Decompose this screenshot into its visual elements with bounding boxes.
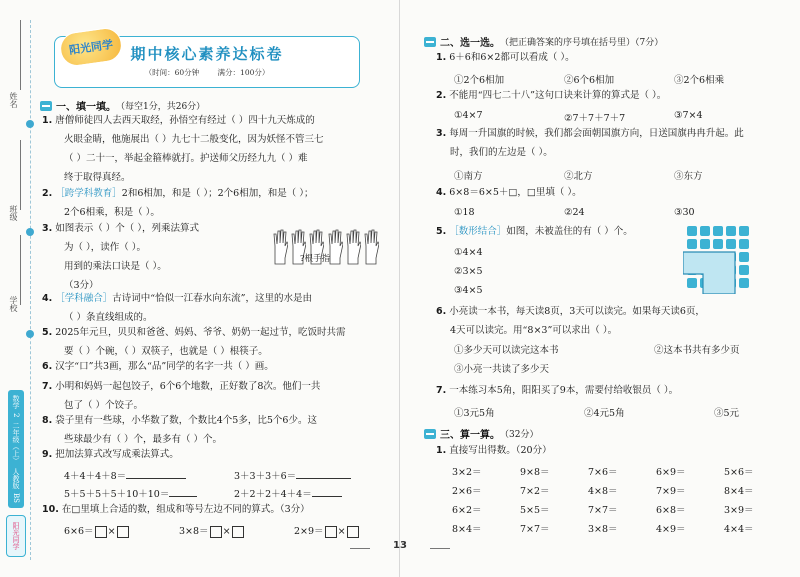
grid-square [687,278,697,288]
option[interactable]: ①18 [454,207,475,218]
calc-item[interactable]: 9×8＝ [520,467,550,478]
grid-square [687,226,697,236]
side-logo: 阳光同学 [6,515,26,557]
answer-box[interactable] [210,526,222,538]
option[interactable]: ②7＋7＋7＋7 [564,113,626,124]
calc-row [452,482,792,501]
name-label: 姓名 [9,92,18,108]
page-number-rule [430,548,450,549]
calc-item[interactable]: 8×4＝ [452,524,482,535]
calc-item[interactable]: 4×8＝ [588,486,618,497]
question-6: 6. 汉字“口”共3画，那么“品”同学的名字一共（ ）画。 [42,361,274,372]
name-rule [20,20,21,90]
calc-question: 1. 直接写出得数。（20分） [436,445,552,456]
section-3-header: 三、算一算。 （32分） [424,426,538,441]
school-rule [20,235,21,305]
grid-square [739,226,749,236]
subject-tag: 数学 2 二年级（上） 人教版 BS [8,390,24,508]
answer-box[interactable] [95,526,107,538]
c5-options [454,243,483,300]
exam-meta [55,67,359,78]
grid-square [700,239,710,249]
grid-square [739,239,749,249]
c2-options [454,110,703,124]
grid-square [726,226,736,236]
section-2-header: 二、选一选。 （把正确答案的序号填在括号里）（7分） [424,34,663,49]
choice-1: 1. 6＋6和6×2都可以看成（ ）。 [436,52,575,63]
q10-row [64,523,360,538]
choice-3: 3. 每周一升国旗的时候，我们都会面朝国旗方向，日送国旗冉冉升起。此 时，我们的左边是（ ）。 [436,128,744,158]
calc-item[interactable]: 3×8＝ [588,524,618,535]
binding-dot [26,330,34,338]
hand-icon [364,228,379,266]
exam-time: （时间：60分钟 [144,68,200,77]
calc-row [452,501,792,520]
exam-title: 期中核心素养达标卷 [130,45,284,63]
section-icon [424,37,436,47]
section-1-header: 一、填一填。 （每空1分，共26分） [40,98,205,113]
answer-box[interactable] [232,526,244,538]
option[interactable]: ②3×5 [454,266,483,277]
choice-4: 4. 6×8＝6×5＋□，□里填（ ）。 [436,187,582,198]
choice-6: 6. 小亮读一本书，每天读8页，3天可以读完。如果每天读6页， 4天可以读完。用“8×3”可以求出（ ）。 [436,306,705,336]
option[interactable]: ②24 [564,207,585,218]
binding-strip [0,0,40,577]
option[interactable]: ①2个6相加 [454,75,505,86]
calc-item[interactable]: 7×6＝ [588,467,618,478]
option[interactable]: ①4×7 [454,110,483,121]
option[interactable]: ③4×5 [454,285,483,296]
class-rule [20,140,21,210]
option[interactable]: ②这本书共有多少页 [654,345,740,356]
q10-item: 2×9＝ × [294,523,360,538]
calc-item[interactable]: 2×6＝ [452,486,482,497]
calc-item[interactable]: 3×9＝ [724,505,754,516]
grid-square [713,226,723,236]
page-number-rule [350,548,370,549]
q9-row-2 [64,486,342,500]
grid-square [739,278,749,288]
question-7: 7. 小明和妈妈一起包饺子，6个6个地数，正好数了8次。他们一共 包了（ ）个饺子。 [42,381,321,411]
calc-item[interactable]: 5×5＝ [520,505,550,516]
option[interactable]: ①3元5角 [454,408,495,419]
calc-row [452,520,792,539]
grid-square [713,239,723,249]
calc-item[interactable]: 7×2＝ [520,486,550,497]
option[interactable]: ②6个6相加 [564,75,615,86]
choice-5: 5. ［数形结合］如图，未被盖住的有（ ）个。 [436,226,633,237]
q9-item: 2＋2＋2＋4＋4＝ [234,486,342,500]
hands-caption: ?根手指 [300,254,331,264]
grid-square [687,239,697,249]
section-icon [40,101,52,111]
option[interactable]: ③7×4 [674,110,703,121]
hand-icon [346,228,361,266]
school-label: 学校 [9,296,18,312]
calc-item[interactable]: 4×9＝ [656,524,686,535]
calc-item[interactable]: 6×8＝ [656,505,686,516]
question-9: 9. 把加法算式改写成乘法算式。 [42,449,179,460]
option[interactable]: ③2个6相乘 [674,75,725,86]
binding-dot [26,120,34,128]
c4-options [454,207,695,218]
calc-row [452,463,792,482]
calc-item[interactable]: 6×9＝ [656,467,686,478]
question-5: 5. 2025年元旦，贝贝和爸爸、妈妈、爷爷、奶奶一起过节，吃饭时共需 要（ ）个碗，（ ）双筷子，也就是（ ）根筷子。 [42,327,346,357]
c1-options [454,72,724,86]
grid-square [726,239,736,249]
question-1: 1. 唐僧师徒四人去西天取经，孙悟空有经过（ ）四十九天炼成的 火眼金睛，他施展出（ ）九七十二般变化，因为妖怪不管三七 （ ）二十一，举起金箍棒就打。护送师父历经九九（ ）难 终于取得真经。 [42,115,324,183]
calc-item[interactable]: 5×6＝ [724,467,754,478]
section-icon [424,429,436,439]
q9-row-1 [64,468,351,482]
calc-item[interactable]: 7×9＝ [656,486,686,497]
option[interactable]: ③小亮一共读了多少天 [454,364,550,375]
question-10: 10. 在□里填上合适的数，组成和等号左边不同的算式。（3分） [42,504,310,515]
answer-box[interactable] [325,526,337,538]
answer-box[interactable] [117,526,129,538]
option[interactable]: ③30 [674,207,695,218]
choice-2: 2. 不能用“四七二十八”这句口诀来计算的算式是（ ）。 [436,90,667,101]
c6-options [454,341,740,379]
option[interactable]: ②北方 [564,171,593,182]
page-number: 13 [393,540,407,551]
option[interactable]: ①多少天可以读完这本书 [454,345,559,356]
grid-square [739,265,749,275]
question-4: 4. ［学科融合］古诗词中“恰似一江春水向东流”，这里的水是由 （ ）条直线组成的。 [42,293,312,323]
calc-item[interactable]: 8×4＝ [724,486,754,497]
calc-item[interactable]: 7×7＝ [588,505,618,516]
q10-item: 3×8＝ × [179,523,294,538]
binding-dot [26,228,34,236]
option[interactable]: ①4×4 [454,247,483,258]
calc-item[interactable]: 7×7＝ [520,524,550,535]
option[interactable]: ①南方 [454,171,483,182]
question-8: 8. 袋子里有一些球，小华数了数，个数比4个5多，比5个6少。这 些球最少有（ ）个，最多有（ ）个。 [42,415,317,445]
question-3: 3. 如图表示（ ）个（ ），列乘法算式 为（ ），读作（ ）。 用到的乘法口诀是（ ）。 （3分） [42,223,200,291]
c7-options [454,405,739,419]
grid-square [700,226,710,236]
class-label: 班级 [9,205,18,221]
option[interactable]: ②4元5角 [584,408,625,419]
q9-item: 5＋5＋5＋5＋10＋10＝ [64,486,234,500]
option[interactable]: ③5元 [714,408,740,419]
c3-options [454,168,703,182]
title-box [54,36,360,88]
answer-box[interactable] [347,526,359,538]
q10-item: 6×6＝ × [64,523,179,538]
option[interactable]: ③东方 [674,171,703,182]
q9-item: 3＋3＋3＋6＝ [234,468,351,482]
question-2: 2. ［跨学科教育］2和6相加，和是（ ）；2个6相加，和是（ ）； 2个6相乘，积是（ ）。 [42,188,314,218]
calc-item[interactable]: 4×4＝ [724,524,754,535]
exam-score: 满分：100分） [217,68,270,77]
calc-item[interactable]: 3×2＝ [452,467,482,478]
calc-grid [452,463,792,539]
brand-logo: 阳光同学 [58,26,124,68]
covered-grid-figure [683,224,755,294]
choice-7: 7. 一本练习本5角，阳阳买了9本，需要付给收银员（ ）。 [436,385,679,396]
hand-icon [273,228,288,266]
binding-line [30,20,31,560]
grid-square [739,252,749,262]
calc-item[interactable]: 6×2＝ [452,505,482,516]
q9-item: 4＋4＋4＋8＝ [64,468,234,482]
